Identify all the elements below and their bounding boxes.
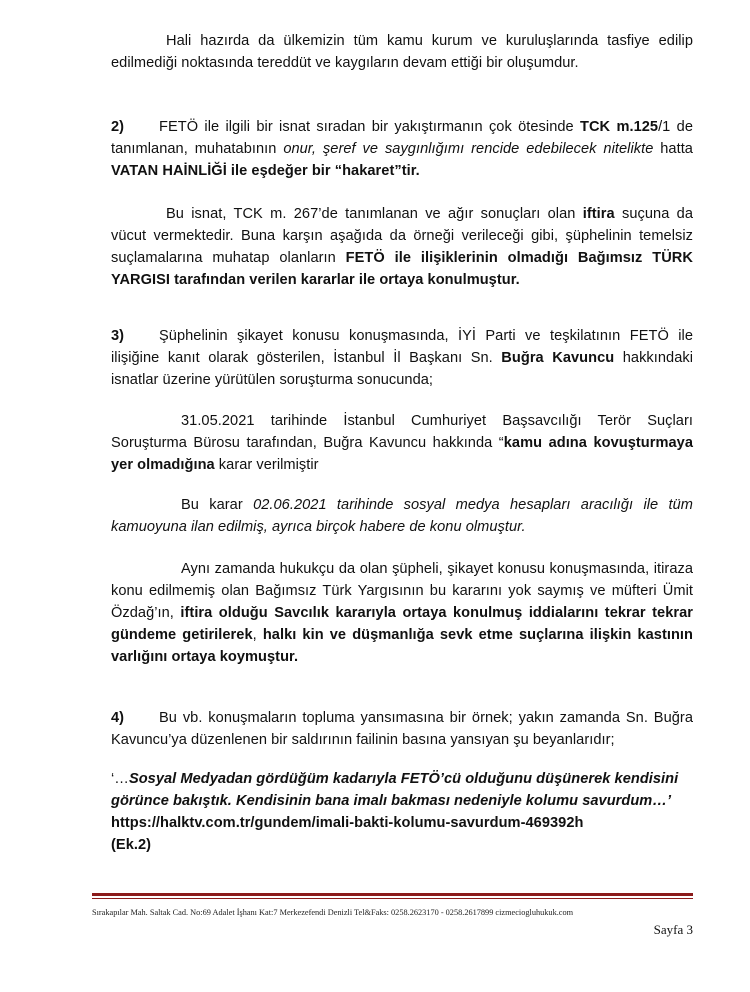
tck-reference: TCK m.125 — [580, 119, 659, 135]
paragraph-2-italic: onur, şeref ve saygınlığımı rencide edebilecek nitelikte — [283, 141, 654, 157]
paragraph-5-bold: kamu adına kovuşturmaya yer olmadığına — [111, 435, 693, 473]
paragraph-2 — [111, 116, 693, 182]
paragraph-2-text-b: /1 de tanımlanan, muhatabının — [111, 119, 693, 157]
paragraph-7-bold-a: iftira olduğu Savcılık kararıyla ortaya konulmuş iddialarını tekrar tekrar gündeme getirilerek — [111, 605, 693, 643]
item-number-2: 2) — [111, 119, 125, 135]
item-number-3: 3) — [111, 328, 125, 344]
paragraph-6-text: Bu karar — [181, 497, 254, 513]
paragraph-3 — [111, 203, 693, 291]
footer-address: Sırakapılar Mah. Saltak Cad. No:69 Adalet İşhanı Kat:7 Merkezefendi Denizli Tel&Faks: 0258.2623170 - 0258.2617899 cizmecioglu​hukuk.com — [92, 908, 574, 917]
quote-text: Sosyal Medyadan gördüğüm kadarıyla FETÖ’cü olduğunu düşünerek kendisini görünce bakıştık. Kendisinin bana imalı bakması nedeniyle kolumu savurdum…’ — [111, 771, 679, 809]
source-url[interactable]: https://halktv.com.tr/gundem/imali-bakti-kolumu-savurdum-469392h — [111, 815, 584, 831]
item-number-4: 4) — [111, 710, 125, 726]
paragraph-6 — [111, 494, 693, 538]
page-number: Sayfa 3 — [653, 922, 693, 937]
paragraph-5 — [111, 410, 693, 476]
paragraph-2-text-c: hatta — [653, 141, 693, 157]
paragraph-7 — [111, 558, 693, 668]
paragraph-7-bold-b: halkı kin ve düşmanlığa sevk etme suçlarına ilişkin kastının varlığını ortaya koymuştur. — [111, 627, 693, 665]
paragraph-5-text: 31.05.2021 tarihinde İstanbul Cumhuriyet Başsavcılığı Terör Suçları Soruşturma Bürosu tarafından, Buğra Kavuncu hakkında “ — [111, 413, 693, 451]
paragraph-4-text: Şüphelinin şikayet konusu konuşmasında, İYİ Parti ve teşkilatının FETÖ ile ilişiğine kanıt olarak gösterilen, İstanbul İl Başkanı Sn. — [111, 328, 693, 366]
footer-divider-thin — [92, 898, 693, 899]
paragraph-7-text: Aynı zamanda hukukçu da olan şüpheli, şikayet konusu konuşmasında, itiraza konu edilmemiş olan Bağımsız Türk Yargısının bu kararını yok saymış ve müfteri Ümit Özdağ’ın, — [111, 561, 693, 621]
paragraph-1 — [111, 30, 693, 74]
paragraph-8 — [111, 707, 693, 751]
paragraph-4 — [111, 325, 693, 391]
paragraph-3-text: Bu isnat, TCK m. 267’de tanımlanan ve ağır sonuçları olan — [166, 206, 583, 222]
paragraph-7-comma: , — [252, 627, 263, 643]
paragraph-2-bold: VATAN HAİNLİĞİ ile eşdeğer bir “hakaret”tir. — [111, 163, 420, 179]
paragraph-5-text-b: karar verilmiştir — [214, 457, 319, 473]
paragraph-6-italic: 02.06.2021 tarihinde sosyal medya hesapları aracılığı ile tüm kamuoyuna ilan edilmiş, ayrıca birçok habere de konu olmuştur. — [111, 497, 693, 535]
paragraph-3-bold-iftira: iftira — [582, 206, 615, 222]
paragraph-4-bold-name: Buğra Kavuncu — [501, 350, 615, 366]
quote-open: ‘… — [111, 771, 129, 787]
paragraph-2-text: FETÖ ile ilgili bir isnat sıradan bir yakıştırmanın çok ötesinde — [159, 119, 580, 135]
paragraph-8-text: Bu vb. konuşmaların topluma yansımasına bir örnek; yakın zamanda Sn. Buğra Kavuncu’ya düzenlenen bir saldırının failinin basına yansıyan şu beyanlarıdır; — [111, 710, 693, 748]
footer-divider-thick — [92, 893, 693, 896]
paragraph-1-text: Hali hazırda da ülkemizin tüm kamu kurum ve kuruluşlarında tasfiye edilip edilmediği noktasında tereddüt ve kaygıların devam ettiği bir oluşumdur. — [111, 33, 693, 71]
paragraph-3-text-b: suçuna da vücut vermektedir. Buna karşın aşağıda da örneği verileceği gibi, şüphelinin temelsiz suçlamalarına muhatap olanların — [111, 206, 693, 266]
paragraph-4-text-b: hakkındaki isnatlar üzerine yürütülen soruşturma sonucunda; — [111, 350, 694, 388]
paragraph-3-bold: FETÖ ile ilişiklerinin olmadığı Bağımsız TÜRK YARGISI tarafından verilen kararlar ile ortaya konulmuştur. — [111, 250, 693, 288]
annex-reference: (Ek.2) — [111, 837, 152, 853]
quote-block — [111, 768, 693, 856]
